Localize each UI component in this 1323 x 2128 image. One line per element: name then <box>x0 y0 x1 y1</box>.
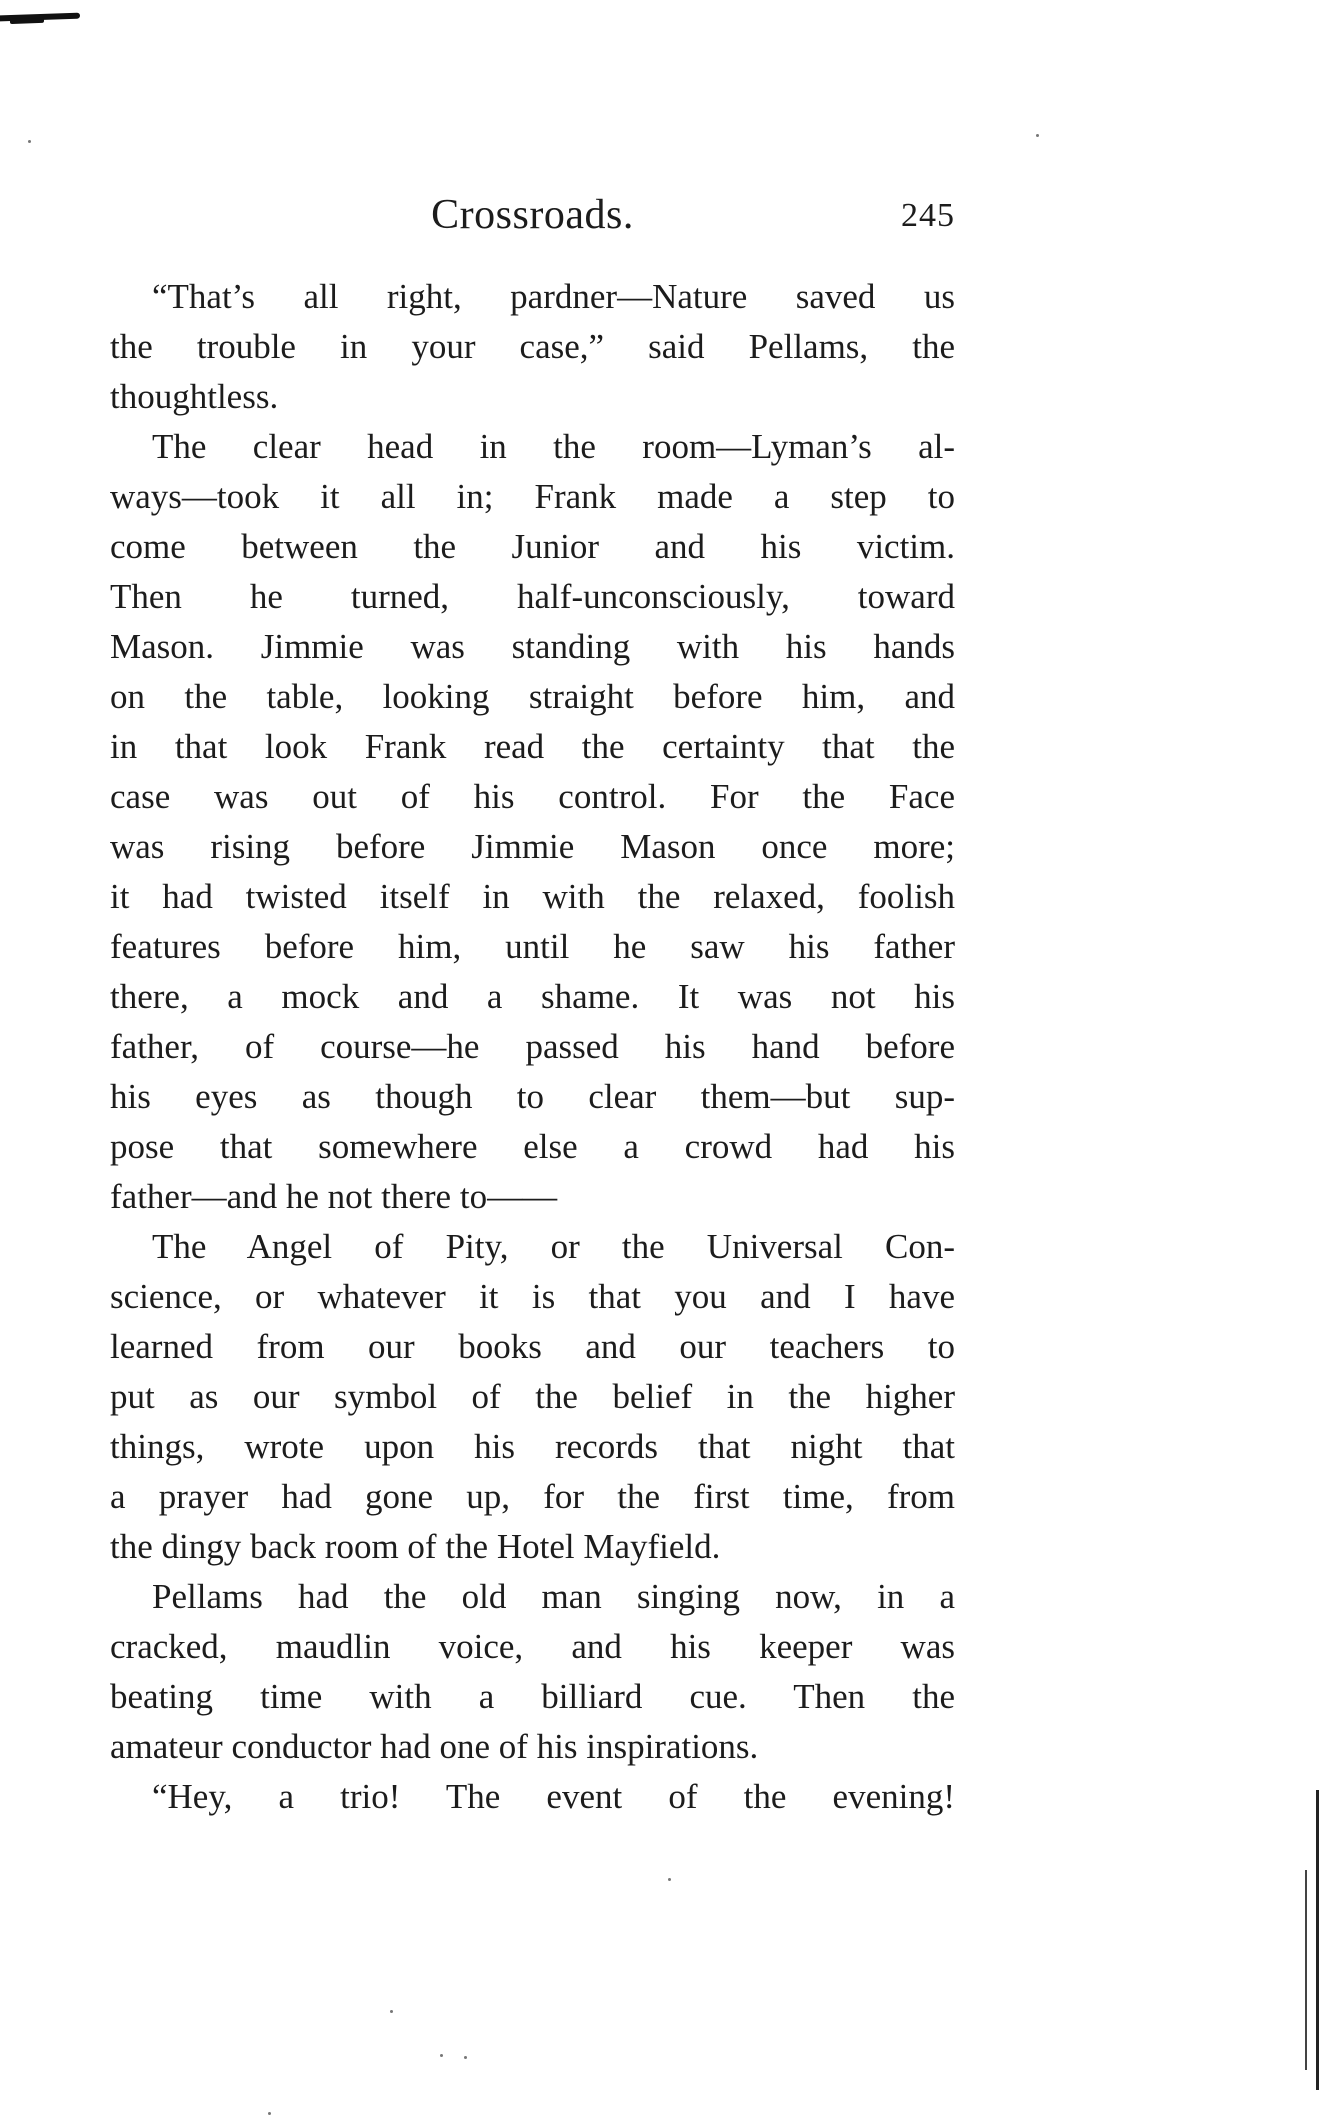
scan-artifact-mark <box>0 13 80 22</box>
text-line: a prayer had gone up, for the first time, from <box>110 1477 955 1516</box>
text-line: science, or whatever it is that you and I have <box>110 1277 955 1316</box>
text-line: learned from our books and our teachers to <box>110 1327 955 1366</box>
text-line: beating time with a billiard cue. Then the <box>110 1677 955 1716</box>
scan-speck <box>28 140 31 143</box>
page-header <box>110 185 955 245</box>
paragraph <box>110 1222 955 1572</box>
scan-edge-line-secondary <box>1305 1870 1307 2070</box>
text-line: was rising before Jimmie Mason once more; <box>110 827 955 866</box>
text-line: on the table, looking straight before him, and <box>110 677 955 716</box>
scan-speck <box>390 2010 393 2013</box>
text-line: put as our symbol of the belief in the higher <box>110 1377 955 1416</box>
text-line: there, a mock and a shame. It was not his <box>110 977 955 1016</box>
text-line: “Hey, a trio! The event of the evening! <box>152 1777 955 1816</box>
text-line: Mason. Jimmie was standing with his hands <box>110 627 955 666</box>
text-line: The Angel of Pity, or the Universal Con- <box>152 1227 955 1266</box>
running-title: Crossroads. <box>431 192 634 238</box>
text-line: ways—took it all in; Frank made a step to <box>110 477 955 516</box>
text-line: “That’s all right, pardner—Nature saved us <box>152 277 955 316</box>
text-line: case was out of his control. For the Face <box>110 777 955 816</box>
paragraph <box>110 1572 955 1772</box>
scan-speck <box>464 2056 467 2059</box>
text-line: it had twisted itself in with the relaxed, foolish <box>110 877 955 916</box>
text-line: Then he turned, half-unconsciously, toward <box>110 577 955 616</box>
scan-edge-line <box>1316 1790 1319 2090</box>
text-line: in that look Frank read the certainty that the <box>110 727 955 766</box>
paragraph <box>110 1772 955 1822</box>
text-line: Pellams had the old man singing now, in a <box>152 1577 955 1616</box>
text-line: features before him, until he saw his father <box>110 927 955 966</box>
text-line: the dingy back room of the Hotel Mayfield. <box>110 1527 721 1566</box>
text-line: thoughtless. <box>110 377 279 416</box>
body-text <box>110 272 955 1822</box>
scan-speck <box>268 2112 271 2115</box>
page-number: 245 <box>901 197 955 234</box>
text-line: father—and he not there to—— <box>110 1177 558 1216</box>
text-line: things, wrote upon his records that night that <box>110 1427 955 1466</box>
scan-speck <box>668 1878 671 1881</box>
paragraph <box>110 272 955 422</box>
text-line: cracked, maudlin voice, and his keeper was <box>110 1627 955 1666</box>
text-line: The clear head in the room—Lyman’s al- <box>152 427 955 466</box>
scan-speck <box>1036 134 1039 137</box>
text-line: the trouble in your case,” said Pellams, the <box>110 327 955 366</box>
text-line: amateur conductor had one of his inspirations. <box>110 1727 759 1766</box>
text-line: his eyes as though to clear them—but sup- <box>110 1077 955 1116</box>
paragraph <box>110 422 955 1222</box>
text-line: come between the Junior and his victim. <box>110 527 955 566</box>
scan-speck <box>440 2054 443 2057</box>
text-line: father, of course—he passed his hand before <box>110 1027 955 1066</box>
text-line: pose that somewhere else a crowd had his <box>110 1127 955 1166</box>
